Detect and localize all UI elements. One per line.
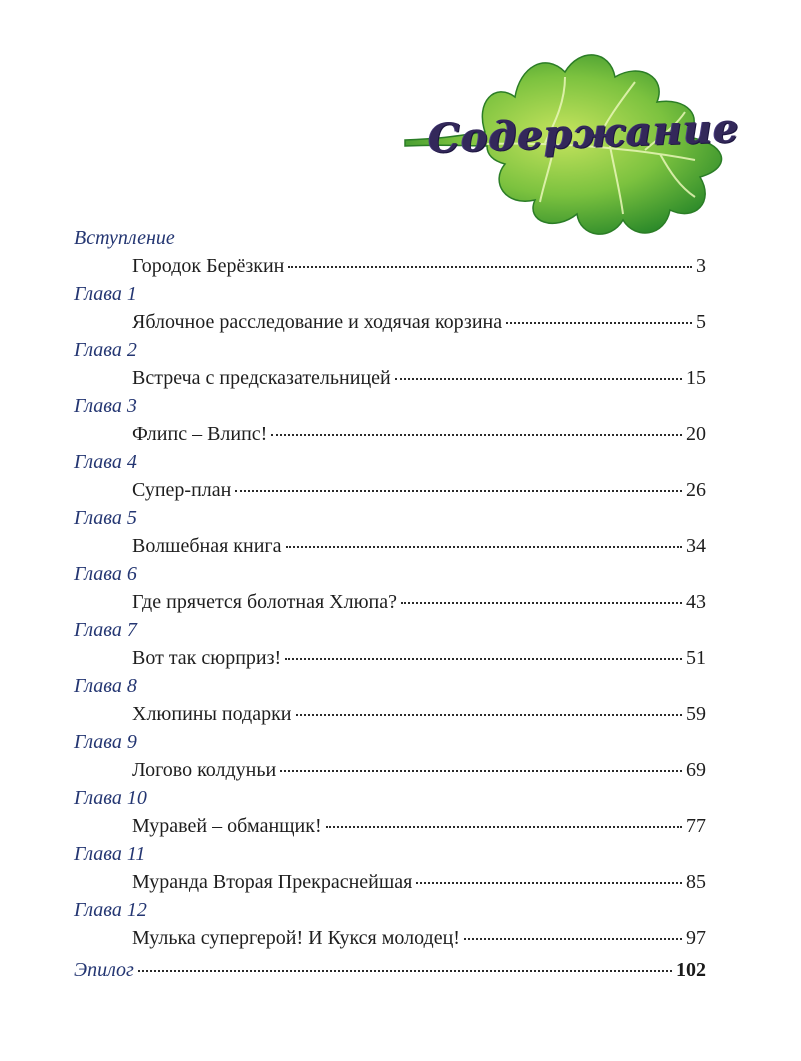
chapter-title: Хлюпины подарки [132,703,292,725]
page-number: 34 [686,535,706,557]
page-number: 3 [696,255,706,277]
chapter-title: Муравей – обманщик! [132,815,322,837]
toc-section [74,224,706,280]
page-number: 77 [686,815,706,837]
toc-section [74,280,706,336]
chapter-heading: Глава 9 [74,731,137,753]
page-number: 59 [686,703,706,725]
page-number: 5 [696,311,706,333]
toc-entry [132,812,706,840]
chapter-heading: Вступление [74,227,175,249]
page-number: 15 [686,367,706,389]
toc-section [74,336,706,392]
dot-leader [285,658,682,660]
chapter-title: Городок Берёзкин [132,255,285,277]
toc-section [74,392,706,448]
toc-entry [132,420,706,448]
page-number: 26 [686,479,706,501]
dot-leader [288,266,692,268]
chapter-title: Мулька супергерой! И Кукся молодец! [132,927,460,949]
chapter-heading: Глава 7 [74,619,137,641]
epilogue-title: Эпилог [74,959,134,981]
chapter-title: Флипс – Влипс! [132,423,268,445]
toc-entry [132,756,706,784]
dot-leader [280,770,682,772]
dot-leader [271,434,682,436]
chapter-title: Муранда Вторая Прекраснейшая [132,871,413,893]
toc-entry [132,308,706,336]
chapter-title: Логово колдуньи [132,759,277,781]
chapter-title: Вот так сюрприз! [132,647,282,669]
toc-section [74,504,706,560]
chapter-heading: Глава 10 [74,787,147,809]
chapter-title: Встреча с предсказательницей [132,367,391,389]
chapter-title: Супер-план [132,479,232,501]
page-number: 85 [686,871,706,893]
page-number: 43 [686,591,706,613]
chapter-title: Волшебная книга [132,535,282,557]
chapter-title: Где прячется болотная Хлюпа? [132,591,397,613]
chapter-heading: Глава 11 [74,843,146,865]
page-number: 97 [686,927,706,949]
dot-leader [506,322,692,324]
dot-leader [235,490,682,492]
toc-entry [132,476,706,504]
chapter-heading: Глава 6 [74,563,137,585]
toc-entry [132,700,706,728]
chapter-heading: Глава 1 [74,283,137,305]
toc-section [74,448,706,504]
toc-section [74,784,706,840]
page-number: 69 [686,759,706,781]
chapter-heading: Глава 12 [74,899,147,921]
toc-entry [132,364,706,392]
toc-entry [132,644,706,672]
toc-section [74,560,706,616]
page-number: 102 [676,959,706,981]
toc-section [74,840,706,896]
toc-entry [132,532,706,560]
chapter-heading: Глава 3 [74,395,137,417]
page-number: 20 [686,423,706,445]
page-number: 51 [686,647,706,669]
dot-leader [401,602,682,604]
dot-leader [395,378,682,380]
dot-leader [296,714,682,716]
table-of-contents [74,224,706,984]
chapter-heading: Глава 8 [74,675,137,697]
chapter-heading: Глава 2 [74,339,137,361]
chapter-heading: Глава 5 [74,507,137,529]
toc-entry [132,924,706,952]
page-title: Содержание [427,104,741,163]
chapter-title: Яблочное расследование и ходячая корзина [132,311,503,333]
dot-leader [138,970,672,972]
toc-section [74,672,706,728]
chapter-heading: Глава 4 [74,451,137,473]
toc-entry [132,252,706,280]
toc-section [74,616,706,672]
toc-entry [132,588,706,616]
dot-leader [326,826,682,828]
toc-entry [132,868,706,896]
dot-leader [416,882,682,884]
dot-leader [286,546,683,548]
toc-section [74,896,706,952]
dot-leader [464,938,682,940]
toc-section [74,728,706,784]
epilogue-entry [74,956,706,984]
